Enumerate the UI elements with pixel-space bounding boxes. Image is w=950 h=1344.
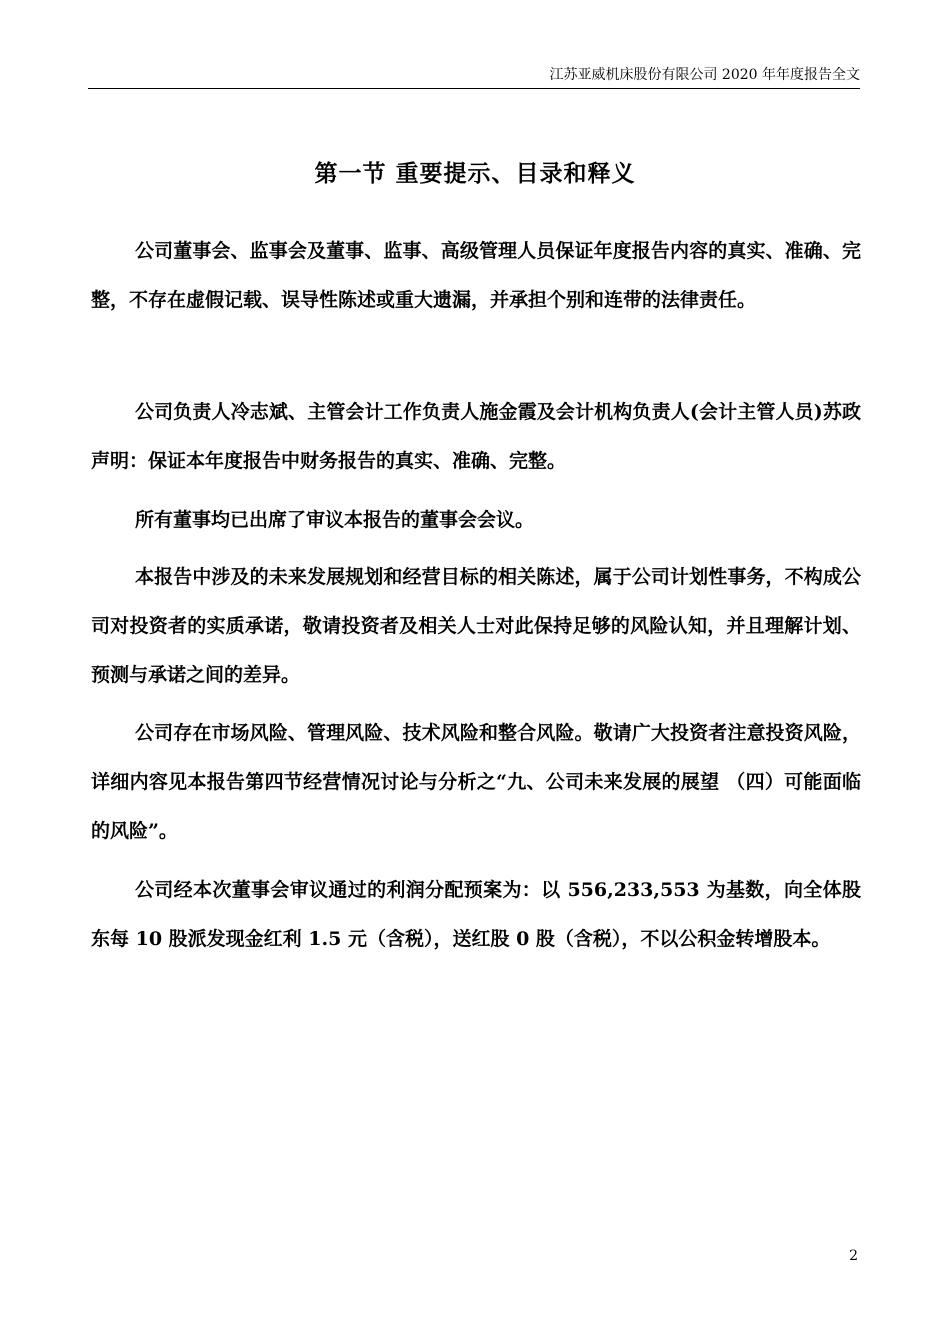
paragraph-forward-looking-disclaimer: 本报告中涉及的未来发展规划和经营目标的相关陈述，属于公司计划性事务，不构成公司对投资者的实质承诺，敬请投资者及相关人士对此保持足够的风险认知，并且理解计划、预测与承诺之间的差异。 <box>91 566 861 686</box>
paragraph-profit-distribution: 公司经本次董事会审议通过的利润分配预案为：以 556,233,553 为基数，向全体股东每 10 股派发现金红利 1.5 元（含税），送红股 0 股（含税），不以公积金转增股本。 <box>91 879 861 950</box>
page-header <box>88 60 860 89</box>
header-text: 江苏亚威机床股份有限公司 2020 年年度报告全文 <box>549 67 860 83</box>
paragraph-responsibility-statement: 公司董事会、监事会及董事、监事、高级管理人员保证年度报告内容的真实、准确、完整，不存在虚假记载、误导性陈述或重大遗漏，并承担个别和连带的法律责任。 <box>91 240 861 311</box>
paragraph-board-attendance: 所有董事均已出席了审议本报告的董事会会议。 <box>135 509 535 531</box>
paragraph-risk-notice: 公司存在市场风险、管理风险、技术风险和整合风险。敬请广大投资者注意投资风险，详细内容见本报告第四节经营情况讨论与分析之“九、公司未来发展的展望 （四）可能面临的风险”。 <box>91 722 861 842</box>
paragraph-financial-statement-declaration: 公司负责人冷志斌、主管会计工作负责人施金霞及会计机构负责人(会计主管人员)苏政声明：保证本年度报告中财务报告的真实、准确、完整。 <box>91 401 861 472</box>
page-number: 2 <box>849 1248 858 1264</box>
section-title: 第一节 重要提示、目录和释义 <box>314 160 636 187</box>
